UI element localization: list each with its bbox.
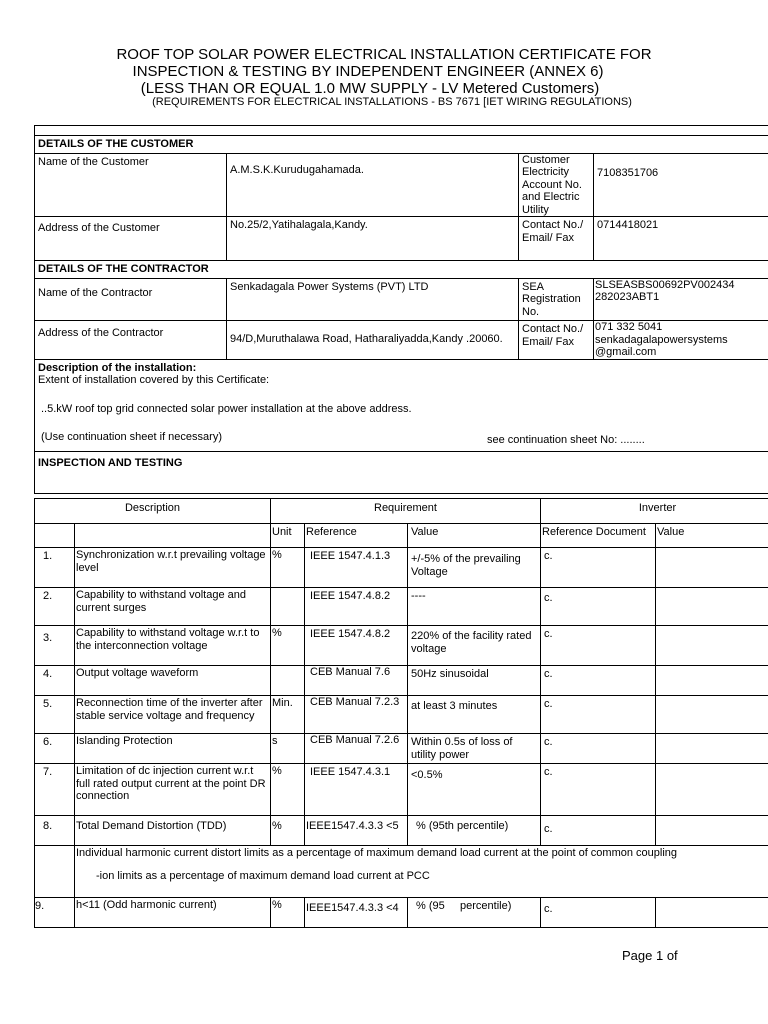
row-reference: IEEE1547.4.3.3 <5 xyxy=(305,816,408,846)
row-reference: IEEE1547.4.3.3 <4 xyxy=(305,898,408,928)
row-inverter-value xyxy=(656,764,768,816)
header-unit: Unit xyxy=(271,524,305,548)
header-requirement: Requirement xyxy=(271,499,541,524)
row-inverter-value xyxy=(656,816,768,846)
customer-contact: 0714418021 xyxy=(594,217,768,261)
contractor-name-label: Name of the Contractor xyxy=(35,278,227,321)
table-row xyxy=(35,666,768,696)
row-description: Capability to withstand voltage w.r.t to the interconnection voltage xyxy=(75,626,271,666)
row-value: +/-5% of the prevailing Voltage xyxy=(408,548,541,588)
row-inverter-value xyxy=(656,898,768,928)
row-reference: CEB Manual 7.6 xyxy=(305,666,408,696)
row-reference-document: c. xyxy=(541,588,656,626)
title-line-2: INSPECTION & TESTING BY INDEPENDENT ENGINEER (ANNEX 6) xyxy=(132,63,604,80)
row-value: 220% of the facility rated voltage xyxy=(408,626,541,666)
row-unit: s xyxy=(271,734,305,764)
row-unit: % xyxy=(271,548,305,588)
page-number: Page 1 of xyxy=(622,948,678,963)
sea-registration-number: SLSEASBS00692PV002434 282023ABT1 xyxy=(594,278,768,321)
contractor-contact-label: Contact No./ Email/ Fax xyxy=(519,321,594,360)
contractor-name: Senkadagala Power Systems (PVT) LTD xyxy=(227,278,519,321)
row-value: at least 3 minutes xyxy=(408,696,541,734)
installation-description: ..5.kW roof top grid connected solar power installation at the above address. xyxy=(41,402,412,415)
row-value: ---- xyxy=(408,588,541,626)
row-description: Synchronization w.r.t prevailing voltage level xyxy=(75,548,271,588)
table-row xyxy=(35,898,768,928)
row-reference-document: c. xyxy=(541,666,656,696)
table-row xyxy=(35,734,768,764)
customer-address-label: Address of the Customer xyxy=(35,217,227,261)
table-row xyxy=(35,696,768,734)
row-number: 9. xyxy=(35,898,75,928)
row-description: Islanding Protection xyxy=(75,734,271,764)
table-row xyxy=(35,626,768,666)
inspection-section-heading: INSPECTION AND TESTING xyxy=(35,451,768,493)
contractor-section-heading: DETAILS OF THE CONTRACTOR xyxy=(35,261,768,279)
title-line-4: (REQUIREMENTS FOR ELECTRICAL INSTALLATIONS - BS 7671 [IET WIRING REGULATIONS) xyxy=(152,96,632,108)
contractor-address-label: Address of the Contractor xyxy=(35,321,227,360)
row-inverter-value xyxy=(656,696,768,734)
row-unit: % xyxy=(271,764,305,816)
row-number: 7. xyxy=(35,764,75,816)
row-inverter-value xyxy=(656,626,768,666)
row-unit: % xyxy=(271,898,305,928)
details-table xyxy=(34,125,768,494)
row-value: <0.5% xyxy=(408,764,541,816)
row-reference: IEEE 1547.4.8.2 xyxy=(305,588,408,626)
installation-heading: Description of the installation: xyxy=(38,361,197,374)
header-reference-document: Reference Document xyxy=(541,524,656,548)
row-reference: IEEE 1547.4.1.3 xyxy=(305,548,408,588)
row-reference: CEB Manual 7.2.6 xyxy=(305,734,408,764)
table-row xyxy=(35,548,768,588)
installation-extent: Extent of installation covered by this Certificate: xyxy=(38,374,270,386)
sea-registration-label: SEA Registration No. xyxy=(519,278,594,321)
row-inverter-value xyxy=(656,588,768,626)
row-reference-document: c. xyxy=(541,816,656,846)
row-number: 8. xyxy=(35,816,75,846)
row-description: Reconnection time of the inverter after stable service voltage and frequency xyxy=(75,696,271,734)
row-reference-document: c. xyxy=(541,548,656,588)
table-row xyxy=(35,816,768,846)
customer-name: A.M.S.K.Kurudugahamada. xyxy=(227,153,519,217)
contractor-phone: 071 332 5041 xyxy=(595,321,663,333)
inspection-table xyxy=(34,498,768,928)
row-description: Output voltage waveform xyxy=(75,666,271,696)
header-value: Value xyxy=(408,524,541,548)
table-row xyxy=(35,588,768,626)
customer-name-label: Name of the Customer xyxy=(35,153,227,217)
title-line-3: (LESS THAN OR EQUAL 1.0 MW SUPPLY - LV Metered Customers) xyxy=(140,80,600,97)
row-value: Within 0.5s of loss of utility power xyxy=(408,734,541,764)
customer-section-heading: DETAILS OF THE CUSTOMER xyxy=(35,136,768,154)
row-number: 2. xyxy=(35,588,75,626)
row-reference: CEB Manual 7.2.3 xyxy=(305,696,408,734)
row-number: 4. xyxy=(35,666,75,696)
row-reference: IEEE 1547.4.8.2 xyxy=(305,626,408,666)
harmonic-limits-note: Individual harmonic current distort limits as a percentage of maximum demand load current at the point of common coupling xyxy=(76,847,678,859)
contractor-address: 94/D,Muruthalawa Road, Hatharaliyadda,Kandy .20060. xyxy=(227,321,519,360)
customer-account-number: 7108351706 xyxy=(594,153,768,217)
row-description: Total Demand Distortion (TDD) xyxy=(75,816,271,846)
row-unit: % xyxy=(271,816,305,846)
header-inverter-value: Value xyxy=(656,524,768,548)
row-unit: % xyxy=(271,626,305,666)
row-number: 1. xyxy=(35,548,75,588)
row-description: Capability to withstand voltage and current surges xyxy=(75,588,271,626)
row-unit xyxy=(271,666,305,696)
row-unit: Min. xyxy=(271,696,305,734)
row-value: % (95 percentile) xyxy=(408,898,541,928)
row-reference-document: c. xyxy=(541,626,656,666)
customer-address: No.25/2,Yatihalagala,Kandy. xyxy=(227,217,519,261)
row-value: 50Hz sinusoidal xyxy=(408,666,541,696)
row-inverter-value xyxy=(656,548,768,588)
row-number: 3. xyxy=(35,626,75,666)
row-reference-document: c. xyxy=(541,696,656,734)
row-reference: IEEE 1547.4.3.1 xyxy=(305,764,408,816)
row-description: Limitation of dc injection current w.r.t full rated output current at the point DR connection xyxy=(75,764,271,816)
header-inverter: Inverter xyxy=(541,499,768,524)
row-unit xyxy=(271,588,305,626)
row-inverter-value xyxy=(656,734,768,764)
harmonic-limits-subnote: -ion limits as a percentage of maximum demand load current at PCC xyxy=(96,869,430,882)
customer-contact-label: Contact No./ Email/ Fax xyxy=(519,217,594,261)
contractor-email: senkadagalapowersystems @gmail.com xyxy=(595,333,728,358)
title-line-1: ROOF TOP SOLAR POWER ELECTRICAL INSTALLATION CERTIFICATE FOR xyxy=(116,46,652,63)
header-reference: Reference xyxy=(305,524,408,548)
row-number: 5. xyxy=(35,696,75,734)
customer-account-label: Customer Electricity Account No. and Electric Utility xyxy=(519,153,594,217)
header-description: Description xyxy=(35,499,271,524)
row-reference-document: c. xyxy=(541,764,656,816)
continuation-sheet-number: see continuation sheet No: ........ xyxy=(487,433,645,446)
row-description: h<11 (Odd harmonic current) xyxy=(75,898,271,928)
row-number: 6. xyxy=(35,734,75,764)
row-inverter-value xyxy=(656,666,768,696)
row-reference-document: c. xyxy=(541,734,656,764)
row-reference-document: c. xyxy=(541,898,656,928)
continuation-note: (Use continuation sheet if necessary) xyxy=(41,431,222,443)
table-row xyxy=(35,764,768,816)
row-value: % (95th percentile) xyxy=(408,816,541,846)
